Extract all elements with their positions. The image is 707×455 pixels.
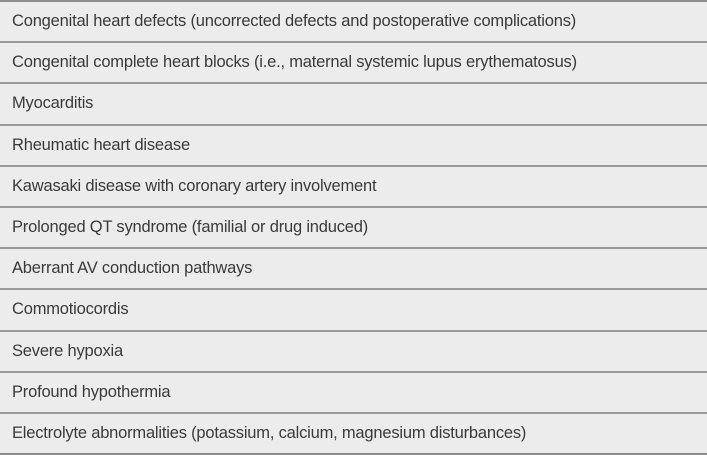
table-row: Kawasaki disease with coronary artery involvement (0, 167, 707, 208)
table-row: Rheumatic heart disease (0, 126, 707, 167)
table-row: Congenital heart defects (uncorrected defects and postoperative complications) (0, 2, 707, 43)
table-row: Severe hypoxia (0, 332, 707, 373)
table-row: Congenital complete heart blocks (i.e., maternal systemic lupus erythematosus) (0, 43, 707, 84)
table-row: Prolonged QT syndrome (familial or drug induced) (0, 208, 707, 249)
table-row: Myocarditis (0, 84, 707, 125)
table-row: Commotiocordis (0, 290, 707, 331)
table-row: Profound hypothermia (0, 373, 707, 414)
table-row: Electrolyte abnormalities (potassium, calcium, magnesium disturbances) (12, 423, 527, 442)
table-row: Aberrant AV conduction pathways (0, 249, 707, 290)
